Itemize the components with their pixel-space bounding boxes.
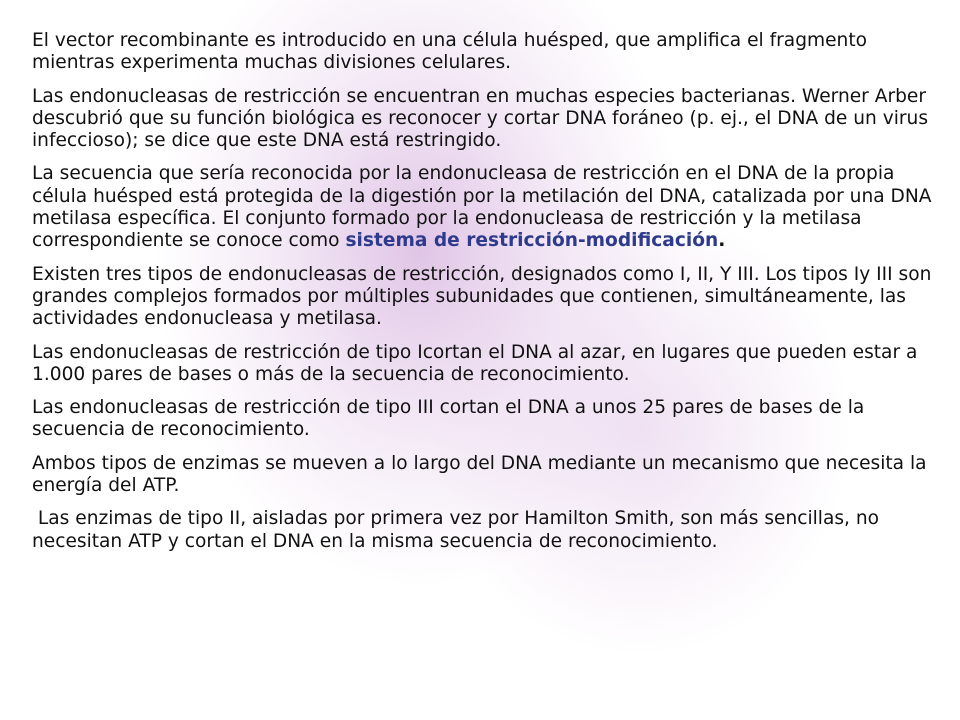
slide-body-text bbox=[32, 30, 932, 564]
paragraph-tipo-i: Las endonucleasas de restricción de tipo Icortan el DNA al azar, en lugares que pueden estar a 1.000 pares de bases o más de la secuencia de reconocimiento. bbox=[32, 341, 918, 385]
paragraph-tres-tipos: Existen tres tipos de endonucleasas de restricción, designados como I, II, Y III. Los tipos Iy III son grandes complejos formados por múltiples subunidades que contienen, simultáneamente, las actividades endonucleasa y metilasa. bbox=[32, 263, 932, 330]
paragraph-metilacion bbox=[32, 163, 932, 252]
paragraph-atp: Ambos tipos de enzimas se mueven a lo largo del DNA mediante un mecanismo que necesita la energía del ATP. bbox=[32, 452, 927, 497]
paragraph-endonucleasas-intro: Las endonucleasas de restricción se encuentran en muchas especies bacterianas. Werner Arber descubrió que su función biológica es reconocer y cortar DNA foráneo (p. ej., el DNA de un virus infeccioso); se dice que este DNA está restringido. bbox=[32, 85, 929, 152]
paragraph-tipo-iii: Las endonucleasas de restricción de tipo III cortan el DNA a unos 25 pares de bases de la secuencia de reconocimiento. bbox=[32, 397, 865, 441]
paragraph-vector-recombinante: El vector recombinante es introducido en una célula huésped, que amplifica el fragmento mientras experimenta muchas divisiones celulares. bbox=[32, 30, 868, 74]
paragraph-metilacion-text: La secuencia que sería reconocida por la endonucleasa de restricción en el DNA de la propia célula huésped está protegida de la digestión por la metilación del DNA, catalizada por una DNA metilasa específica. El conjunto formado por la endonucleasa de restricción y la metilasa correspondiente se conoce como bbox=[32, 163, 932, 252]
paragraph-tipo-ii: Las enzimas de tipo II, aisladas por primera vez por Hamilton Smith, son más sencillas, no necesitan ATP y cortan el DNA en la misma secuencia de reconocimiento. bbox=[32, 508, 885, 552]
paragraph-metilacion-end: . bbox=[718, 230, 726, 252]
term-sistema-restriccion-modificacion: sistema de restricción-modificación bbox=[345, 230, 719, 252]
